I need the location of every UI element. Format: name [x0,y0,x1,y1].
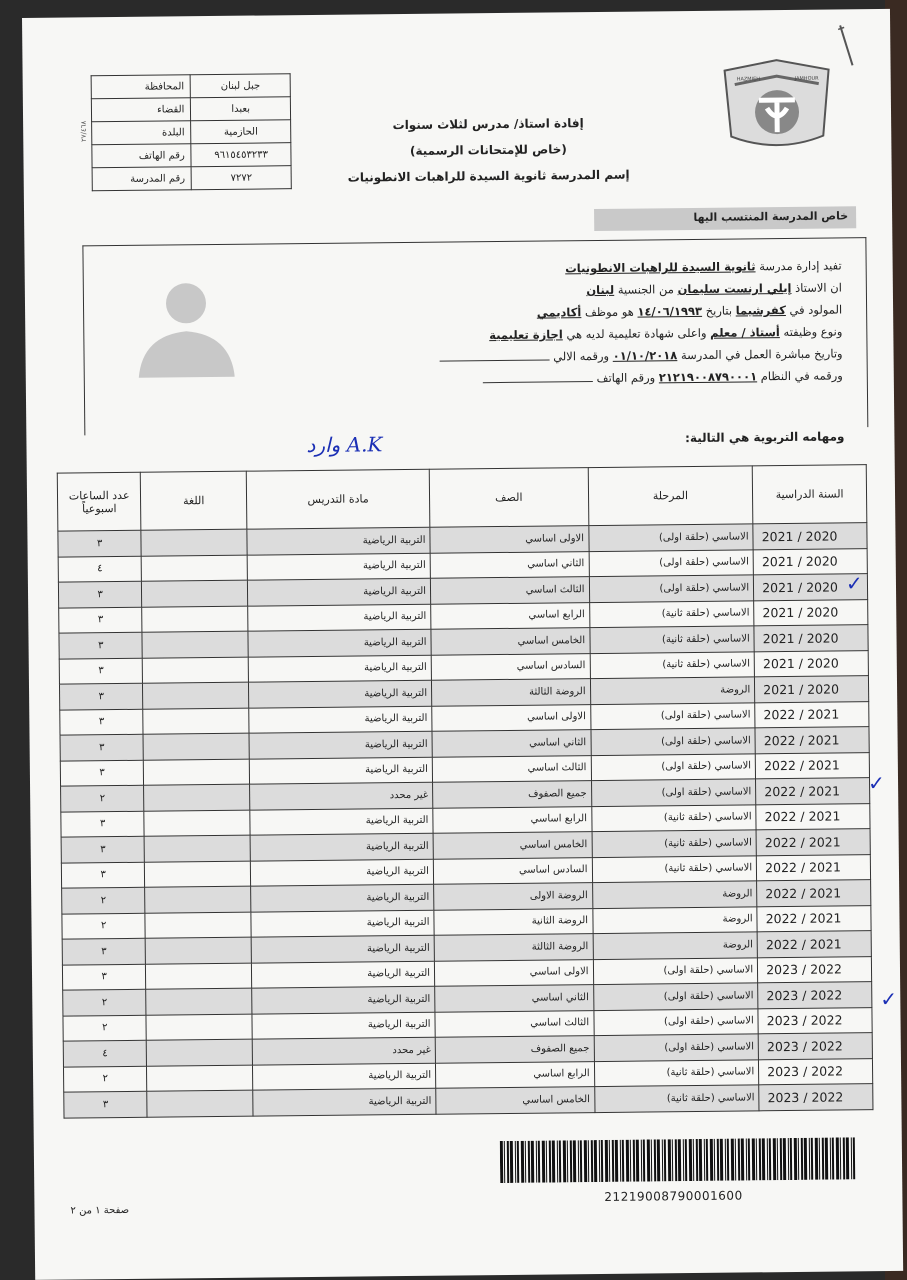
check-mark-3: ✓ [880,986,898,1012]
info-label: المحافظة [91,75,191,99]
cell-language [147,1065,253,1092]
document-titles [323,109,654,190]
barcode-bar [528,1141,530,1183]
barcode-bar [840,1137,841,1179]
cell-class: الخامس اساسي [433,832,592,859]
barcode-bar [752,1138,755,1180]
cell-language [147,1090,253,1117]
table-header-row [57,465,867,531]
cell-hours: ٣ [58,530,142,556]
cell-subject: التربية الرياضية [249,731,432,758]
cell-year: 2021 / 2020 [754,574,868,601]
info-label: رقم المدرسة [92,167,192,191]
info-value: بعبدا [191,97,291,121]
barcode-bar [517,1141,519,1183]
header-class: الصف [429,468,588,528]
cell-language [144,759,250,786]
cell-year: 2022 / 2021 [755,727,869,754]
cell-year: 2021 / 2020 [754,625,868,652]
barcode-bar [643,1140,645,1182]
barcode-bar [809,1138,810,1180]
cell-hours: ٣ [59,683,143,709]
cell-subject: التربية الرياضية [247,578,430,605]
barcode-bar [500,1141,503,1183]
cell-language [142,580,248,607]
cell-hours: ٢ [63,989,147,1015]
cell-year: 2021 / 2020 [753,548,867,575]
barcode-bar [531,1141,534,1183]
info-label: البلدة [92,121,192,145]
barcode-bar [599,1140,600,1182]
cell-language [142,606,248,633]
cell-language [143,657,249,684]
barcode-bar [570,1140,572,1182]
cell-year: 2023 / 2022 [759,1058,873,1085]
cell-language [145,861,251,888]
cell-stage: الروضة [590,677,755,704]
cell-stage: الاساسي (حلقة اولى) [590,702,755,729]
cell-subject: التربية الرياضية [253,1088,436,1115]
cell-class: الروضة الثالثة [431,679,590,706]
cell-stage: الاساسي (حلقة ثانية) [592,855,757,882]
barcode-bar [843,1137,845,1179]
barcode-bar [727,1139,729,1181]
cell-hours: ٢ [62,913,146,939]
barcode-bar [696,1139,698,1181]
barcode-bar [689,1139,692,1181]
cell-class: الرابع اساسي [431,602,590,629]
barcode-bar [546,1141,547,1183]
cell-stage: الاساسي (حلقة اولى) [588,524,753,551]
cell-hours: ٣ [60,734,144,760]
cell-year: 2022 / 2021 [757,905,871,932]
cell-year: 2021 / 2020 [754,599,868,626]
cell-class: الرابع اساسي [433,806,592,833]
side-reference-code: ٢٧/٤٦٨ [79,120,88,142]
cell-subject: التربية الرياضية [249,680,432,707]
barcode-bar [853,1137,855,1179]
cell-class: جميع الصفوف [435,1036,594,1063]
barcode-bar [762,1138,765,1180]
cell-hours: ٢ [62,887,146,913]
header-stage: المرحلة [588,466,753,526]
header-year: السنة الدراسية [752,465,866,524]
cell-year: 2022 / 2021 [756,778,870,805]
logo-text-right: JAMHOUR [794,75,819,82]
cell-subject: التربية الرياضية [248,604,431,631]
barcode-bar [559,1140,561,1182]
barcode-bar [683,1139,684,1181]
info-value: الحازمية [191,120,291,144]
cell-year: 2023 / 2022 [758,982,872,1009]
pen-stroke-mark [836,23,856,67]
cell-year: 2021 / 2020 [755,676,869,703]
barcode-bar [794,1138,797,1180]
cell-hours: ٣ [62,938,146,964]
cell-subject: التربية الرياضية [251,884,434,911]
photo-placeholder-icon [134,269,235,380]
cell-class: الثاني اساسي [432,730,591,757]
cell-hours: ٣ [61,836,145,862]
teaching-tasks-table [57,464,874,1118]
cell-class: الاولى اساسي [430,526,589,553]
cell-subject: التربية الرياضية [250,808,433,835]
barcode-bar [657,1139,660,1181]
barcode-bar [846,1137,849,1179]
cell-stage: الاساسي (حلقة اولى) [591,779,756,806]
barcode-bar [735,1139,736,1181]
barcode-bar [580,1140,582,1182]
cell-subject: التربية الرياضية [247,527,430,554]
barcode-bar [521,1141,524,1183]
barcode-bar [538,1141,540,1183]
barcode-bar [704,1139,705,1181]
cell-hours: ٣ [62,964,146,990]
cell-stage: الروضة [592,906,757,933]
cell-subject: التربية الرياضية [248,629,431,656]
cell-hours: ٣ [60,709,144,735]
barcode-bar [601,1140,603,1182]
cell-stage: الاساسي (حلقة ثانية) [589,600,754,627]
barcode-bar [615,1140,618,1182]
barcode-bar [651,1139,652,1181]
cell-language [146,963,252,990]
barcode-bar [699,1139,702,1181]
cell-hours: ٣ [61,811,145,837]
info-label: رقم الهاتف [92,144,192,168]
barcode-bar [578,1140,579,1182]
cell-year: 2022 / 2021 [756,829,870,856]
cell-subject: غير محدد [252,1037,435,1064]
cell-class: الثالث اساسي [435,1010,594,1037]
birth-place: كفرشيما [735,303,786,318]
barcode-bar [504,1141,505,1183]
certificate: اجازة تعليمية [489,327,563,343]
cell-subject: التربية الرياضية [251,935,434,962]
barcode-bar [573,1140,576,1182]
info-value: جبل لبنان [191,74,291,98]
barcode-bar [851,1137,852,1179]
barcode-bar [672,1139,673,1181]
barcode-bar [662,1139,663,1181]
job-role: أستاذ / معلم [710,325,780,340]
cell-language [142,631,248,658]
barcode-bar [804,1138,807,1180]
barcode-bar [706,1139,708,1181]
start-date: ٠١/١٠/٢٠١٨ [612,348,678,363]
cell-stage: الاساسي (حلقة ثانية) [594,1059,759,1086]
title-certificate: إفادة استاذ/ مدرس لثلاث سنوات [392,116,584,133]
cell-year: 2023 / 2022 [759,1084,873,1111]
barcode-bar [748,1138,750,1180]
barcode-bar [678,1139,681,1181]
barcode-bar [693,1139,694,1181]
cell-language [143,708,249,735]
cell-hours: ٣ [61,862,145,888]
page-number: صفحة ١ من ٢ [70,1204,130,1217]
barcode-bar [685,1139,687,1181]
barcode-bar [633,1140,635,1182]
cell-stage: الروضة [593,932,758,959]
title-official-exams: (خاص للإمتحانات الرسمية) [409,142,567,158]
cell-year: 2022 / 2021 [757,931,871,958]
info-label: القضاء [91,98,191,122]
barcode-bar [626,1140,629,1182]
cell-language [143,682,249,709]
cell-hours: ٣ [60,760,144,786]
cell-stage: الاساسي (حلقة اولى) [591,753,756,780]
barcode-bar [720,1139,723,1181]
cell-hours: ٣ [59,632,143,658]
info-row [91,97,290,122]
header-hours: عدد الساعات اسبوعياً [57,472,141,531]
barcode-bar [714,1139,715,1181]
barcode-number: 21219008790001600 [604,1188,743,1204]
cell-stage: الاساسي (حلقة اولى) [593,983,758,1010]
cell-year: 2023 / 2022 [758,1033,872,1060]
cell-stage: الاساسي (حلقة اولى) [589,549,754,576]
cell-language [141,529,247,556]
cell-subject: التربية الرياضية [251,961,434,988]
nationality: لبنان [586,282,615,298]
school-name: ثانوية السيدة للراهبات الانطونيات [565,259,756,276]
cell-class: الروضة الثانية [434,908,593,935]
cell-language [141,555,247,582]
barcode-bar [767,1138,768,1180]
birth-date: ١٤/٠٦/١٩٩٣ [637,303,703,319]
barcode-bar [811,1138,813,1180]
cell-subject: التربية الرياضية [252,986,435,1013]
cell-hours: ٢ [63,1015,147,1041]
phone-blank [483,372,593,383]
cell-stage: الاساسي (حلقة ثانية) [594,1085,759,1112]
info-row [92,143,291,168]
barcode-bar [588,1140,589,1182]
cell-hours: ٣ [58,581,142,607]
cell-year: 2022 / 2021 [755,701,869,728]
check-mark-1: ✓ [845,571,863,596]
cell-class: الثالث اساسي [430,577,589,604]
cell-language [145,886,251,913]
logo-text-left: HAZMIEH [736,76,761,83]
barcode [500,1137,860,1183]
header-subject: مادة التدريس [246,469,430,529]
barcode-bar [790,1138,792,1180]
barcode-bar [584,1140,587,1182]
cell-stage: الاساسي (حلقة اولى) [594,1034,759,1061]
cell-language [144,784,250,811]
cell-year: 2021 / 2020 [754,650,868,677]
barcode-bar [647,1139,650,1181]
barcode-bar [725,1139,726,1181]
cell-stage: الاساسي (حلقة اولى) [591,728,756,755]
cell-class: الخامس اساسي [436,1087,595,1114]
cell-class: الرابع اساسي [435,1061,594,1088]
barcode-bar [717,1139,719,1181]
barcode-bar [636,1140,639,1182]
section-header: خاص المدرسة المنتسب اليها [594,206,856,231]
cell-hours: ٢ [61,785,145,811]
cell-subject: التربية الرياضية [249,706,432,733]
cell-subject: التربية الرياضية [247,553,430,580]
cell-year: 2022 / 2021 [757,880,871,907]
cell-class: الروضة الثالثة [434,934,593,961]
cell-language [146,937,252,964]
barcode-bar [620,1140,621,1182]
barcode-bar [567,1140,568,1182]
barcode-bar [507,1141,509,1183]
cell-stage: الاساسي (حلقة ثانية) [589,626,754,653]
barcode-bar [710,1139,713,1181]
cell-class: الثاني اساسي [430,551,589,578]
cell-stage: الاساسي (حلقة ثانية) [592,830,757,857]
cell-hours: ٤ [58,556,142,582]
barcode-bar [549,1141,551,1183]
barcode-bar [746,1138,747,1180]
cell-subject: التربية الرياضية [252,1012,435,1039]
barcode-bar [741,1139,744,1181]
cell-subject: التربية الرياضية [253,1063,436,1090]
barcode-bar [594,1140,597,1182]
barcode-bar [769,1138,771,1180]
cell-language [143,733,249,760]
barcode-bar [542,1141,545,1183]
barcode-bar [525,1141,526,1183]
cell-subject: التربية الرياضية [249,757,432,784]
cell-class: جميع الصفوف [433,781,592,808]
cell-year: 2022 / 2021 [755,752,869,779]
cell-year: 2021 / 2020 [753,523,867,550]
cell-class: الثالث اساسي [432,755,591,782]
barcode-bar [641,1140,642,1182]
cell-hours: ٤ [63,1040,147,1066]
barcode-bar [515,1141,516,1183]
info-row [91,74,290,99]
barcode-bar [783,1138,786,1180]
info-value: ٧٢٧٢ [191,166,291,190]
barcode-bar [815,1138,818,1180]
barcode-bar [731,1139,734,1181]
cell-stage: الاساسي (حلقة ثانية) [591,804,756,831]
cell-stage: الاساسي (حلقة ثانية) [590,651,755,678]
cell-language [146,1014,252,1041]
barcode-bar [822,1138,824,1180]
barcode-bar [788,1138,789,1180]
cell-stage: الاساسي (حلقة اولى) [593,1008,758,1035]
barcode-bar [630,1140,631,1182]
cell-subject: التربية الرياضية [251,910,434,937]
barcode-bar [825,1138,828,1180]
cell-class: الخامس اساسي [431,628,590,655]
barcode-bar [563,1140,566,1182]
cell-stage: الاساسي (حلقة اولى) [593,957,758,984]
barcode-bar [798,1138,799,1180]
barcode-bar [510,1141,513,1183]
barcode-bar [668,1139,671,1181]
cell-hours: ٣ [64,1091,148,1117]
barcode-bar [773,1138,776,1180]
barcode-bar [552,1140,555,1182]
check-mark-2: ✓ [867,771,885,796]
barcode-bar [836,1138,839,1180]
cell-language [147,1039,253,1066]
cell-hours: ٣ [59,658,143,684]
barcode-bar [780,1138,782,1180]
cell-year: 2023 / 2022 [758,956,872,983]
cell-stage: الروضة [592,881,757,908]
cell-class: الروضة الاولى [434,883,593,910]
cell-class: الاولى اساسي [432,704,591,731]
barcode-bar [612,1140,614,1182]
handwritten-note: وارد A.K [306,432,383,458]
barcode-bar [622,1140,624,1182]
cell-year: 2022 / 2021 [756,854,870,881]
barcode-bar [738,1139,740,1181]
barcode-bar [675,1139,677,1181]
teacher-info-box [82,237,868,435]
cell-subject: غير محدد [250,782,433,809]
cell-language [145,912,251,939]
barcode-bar [609,1140,610,1182]
auto-number-blank [439,350,549,361]
cell-hours: ٣ [59,607,143,633]
cell-year: 2023 / 2022 [758,1007,872,1034]
school-info-table [91,73,292,191]
employee-type: أكاديمي [536,305,582,320]
barcode-bar [557,1140,558,1182]
barcode-bar [832,1138,834,1180]
cell-subject: التربية الرياضية [250,859,433,886]
info-row [92,166,291,191]
cell-subject: التربية الرياضية [250,833,433,860]
cell-subject: التربية الرياضية [248,655,431,682]
school-logo [718,57,835,154]
cell-language [146,988,252,1015]
document-page [22,9,903,1280]
cell-class: السادس اساسي [431,653,590,680]
header-language: اللغة [141,471,247,530]
teacher-name: إيلي ارنست سليمان [677,280,792,297]
barcode-bar [654,1139,656,1181]
barcode-bar [819,1138,820,1180]
cell-language [144,810,250,837]
cell-hours: ٢ [63,1066,147,1092]
barcode-bar [605,1140,608,1182]
barcode-bar [536,1141,537,1183]
cell-language [144,835,250,862]
barcode-bar [759,1138,761,1180]
cell-year: 2022 / 2021 [756,803,870,830]
info-value: ٩٦١٥٤٥٣٢٣٣ [191,143,291,167]
barcode-bar [591,1140,593,1182]
system-number: ٢١٢١٩٠٠٨٧٩٠٠٠١ [658,369,758,385]
teacher-statement: تفيد إدارة مدرسة ثانوية السيدة للراهبات الانطونيات ان الاستاذ إيلي ارنست سليمان من الجنسية لبنان المولود في كفرشيما بتاريخ ١٤/٠٦/١٩٩٣ هو موظف أكاديمي ونوع وظيفته أستاذ / معلم واعلى شهادة تعليمية لديه هي اجازة تعليمية وتاريخ مباشرة العمل في المدرسة ٠١/١٠/٢٠١٨ ورقمه الالي ورقمه في النظام ٢١٢١٩٠٠٨٧٩٠٠٠١ ورقم الهاتف [262,254,843,392]
title-school-name: إسم المدرسة ثانوية السيدة للراهبات الانطونيات [347,167,630,185]
cell-class: السادس اساسي [433,857,592,884]
info-row [92,120,291,145]
barcode-bar [756,1138,757,1180]
barcode-bar [801,1138,803,1180]
cell-class: الاولى اساسي [434,959,593,986]
cell-class: الثاني اساسي [435,985,594,1012]
cell-stage: الاساسي (حلقة اولى) [589,575,754,602]
tasks-label: ومهامه التربوية هي التالية: [685,429,845,446]
barcode-bar [664,1139,666,1181]
barcode-bar [830,1138,831,1180]
barcode-bar [777,1138,778,1180]
